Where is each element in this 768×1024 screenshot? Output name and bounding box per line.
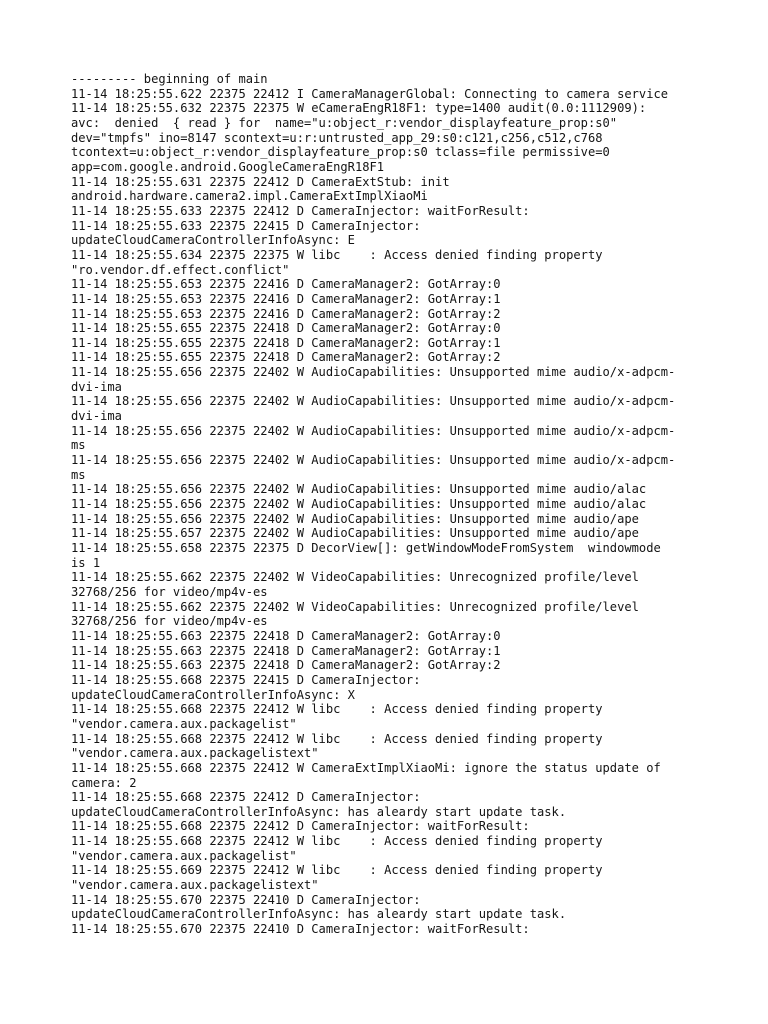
log-line: 11-14 18:25:55.657 22375 22402 W AudioCapabilities: Unsupported mime audio/ape <box>71 526 639 541</box>
log-line: updateCloudCameraControllerInfoAsync: has aleardy start update task. <box>71 907 567 922</box>
log-line: 11-14 18:25:55.658 22375 22375 D DecorView[]: getWindowModeFromSystem windowmode <box>71 541 661 555</box>
log-line: "vendor.camera.aux.packagelistext" <box>71 746 319 761</box>
log-line: 11-14 18:25:55.656 22375 22402 W AudioCapabilities: Unsupported mime audio/x-adpcm- <box>71 453 676 468</box>
log-line: "vendor.camera.aux.packagelist" <box>71 716 297 731</box>
log-line: "ro.vendor.df.effect.conflict" <box>71 262 290 277</box>
log-line: --------- beginning of main <box>71 72 268 86</box>
log-line: avc: denied { read } for name="u:object_r:vendor_displayfeature_prop:s0" <box>71 115 618 130</box>
log-line: 11-14 18:25:55.668 22375 22415 D CameraInjector: <box>71 672 421 687</box>
log-line: 11-14 18:25:55.663 22375 22418 D CameraManager2: GotArray:2 <box>71 658 501 673</box>
log-line: android.hardware.camera2.impl.CameraExtImplXiaoMi <box>71 189 428 204</box>
log-line: 11-14 18:25:55.655 22375 22418 D CameraManager2: GotArray:2 <box>71 350 501 365</box>
log-line: updateCloudCameraControllerInfoAsync: has aleardy start update task. <box>71 804 567 819</box>
log-line: 11-14 18:25:55.656 22375 22402 W AudioCapabilities: Unsupported mime audio/alac <box>71 482 647 497</box>
log-line: 32768/256 for video/mp4v-es <box>71 614 268 629</box>
log-line: "vendor.camera.aux.packagelistext" <box>71 878 319 893</box>
log-line: 11-14 18:25:55.668 22375 22412 W CameraExtImplXiaoMi: ignore the status update of <box>71 760 661 775</box>
log-line: 11-14 18:25:55.653 22375 22416 D CameraManager2: GotArray:0 <box>71 277 501 292</box>
log-line: 11-14 18:25:55.632 22375 22375 W eCameraEngR18F1: type=1400 audit(0.0:1112909): <box>71 101 647 116</box>
log-line: 11-14 18:25:55.656 22375 22402 W AudioCapabilities: Unsupported mime audio/x-adpcm- <box>71 365 676 380</box>
log-line: 11-14 18:25:55.656 22375 22402 W AudioCapabilities: Unsupported mime audio/x-adpcm- <box>71 394 676 409</box>
log-line: 11-14 18:25:55.668 22375 22412 D CameraInjector: <box>71 790 421 805</box>
log-line: 11-14 18:25:55.663 22375 22418 D CameraManager2: GotArray:1 <box>71 643 501 658</box>
log-line: app=com.google.android.GoogleCameraEngR18F1 <box>71 159 385 174</box>
log-line: 11-14 18:25:55.633 22375 22415 D CameraInjector: <box>71 218 421 233</box>
log-line: 11-14 18:25:55.656 22375 22402 W AudioCapabilities: Unsupported mime audio/x-adpcm- <box>71 423 676 438</box>
log-line: 11-14 18:25:55.668 22375 22412 W libc : Access denied finding property <box>71 702 603 717</box>
log-line: ms <box>71 467 86 482</box>
log-line: 11-14 18:25:55.631 22375 22412 D CameraExtStub: init <box>71 174 450 189</box>
log-line: 11-14 18:25:55.622 22375 22412 I CameraManagerGlobal: Connecting to camera service <box>71 86 669 101</box>
log-line: is 1 <box>71 555 101 570</box>
log-line: 11-14 18:25:55.663 22375 22418 D CameraManager2: GotArray:0 <box>71 628 501 643</box>
log-line: dev="tmpfs" ino=8147 scontext=u:r:untrusted_app_29:s0:c121,c256,c512,c768 <box>71 130 603 145</box>
log-line: updateCloudCameraControllerInfoAsync: E <box>71 233 355 248</box>
log-line: 11-14 18:25:55.662 22375 22402 W VideoCapabilities: Unrecognized profile/level <box>71 599 639 614</box>
log-line: 11-14 18:25:55.656 22375 22402 W AudioCapabilities: Unsupported mime audio/ape <box>71 511 639 526</box>
log-line: 11-14 18:25:55.668 22375 22412 W libc : Access denied finding property <box>71 731 603 746</box>
log-line: tcontext=u:object_r:vendor_displayfeature_prop:s0 tclass=file permissive=0 <box>71 145 610 160</box>
log-line: 11-14 18:25:55.655 22375 22418 D CameraManager2: GotArray:0 <box>71 321 501 336</box>
log-line: 11-14 18:25:55.633 22375 22412 D CameraInjector: waitForResult: <box>71 203 530 218</box>
log-text-block <box>71 72 711 937</box>
log-line: 11-14 18:25:55.656 22375 22402 W AudioCapabilities: Unsupported mime audio/alac <box>71 497 647 512</box>
log-line: 11-14 18:25:55.634 22375 22375 W libc : Access denied finding property <box>71 247 603 262</box>
log-line: 11-14 18:25:55.670 22375 22410 D CameraInjector: <box>71 892 421 907</box>
log-line: 11-14 18:25:55.668 22375 22412 D CameraInjector: waitForResult: <box>71 819 530 834</box>
log-line: 11-14 18:25:55.670 22375 22410 D CameraInjector: waitForResult: <box>71 922 530 937</box>
log-line: 32768/256 for video/mp4v-es <box>71 584 268 599</box>
log-line: ms <box>71 438 86 453</box>
log-line: 11-14 18:25:55.655 22375 22418 D CameraManager2: GotArray:1 <box>71 335 501 350</box>
log-line: 11-14 18:25:55.668 22375 22412 W libc : Access denied finding property <box>71 834 603 849</box>
log-line: 11-14 18:25:55.653 22375 22416 D CameraManager2: GotArray:1 <box>71 291 501 306</box>
log-line: "vendor.camera.aux.packagelist" <box>71 848 297 863</box>
log-line: dvi-ima <box>71 409 122 424</box>
log-line: 11-14 18:25:55.662 22375 22402 W VideoCapabilities: Unrecognized profile/level <box>71 570 639 585</box>
log-line: camera: 2 <box>71 775 137 790</box>
log-line: 11-14 18:25:55.653 22375 22416 D CameraManager2: GotArray:2 <box>71 306 501 321</box>
log-line: updateCloudCameraControllerInfoAsync: X <box>71 687 355 702</box>
log-line: 11-14 18:25:55.669 22375 22412 W libc : Access denied finding property <box>71 863 603 878</box>
log-line: dvi-ima <box>71 379 122 394</box>
